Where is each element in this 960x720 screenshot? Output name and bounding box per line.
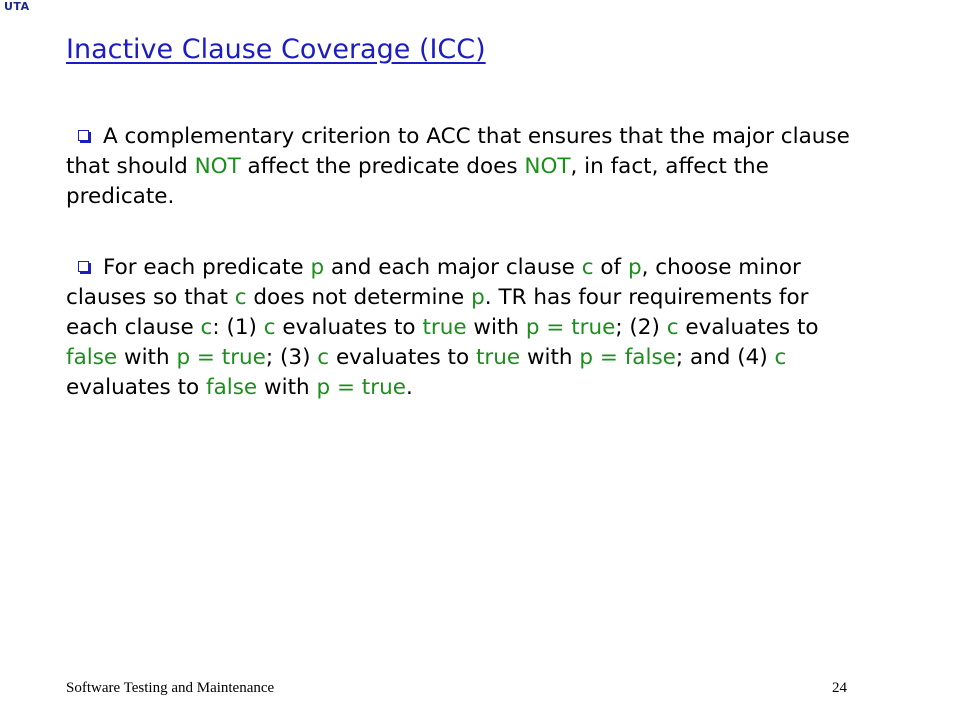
text-run: A complementary criterion to ACC that ensures that the major clause that should [66, 124, 850, 179]
highlight-text: p = false [579, 345, 676, 370]
page-number: 24 [832, 680, 847, 696]
text-run: . [405, 375, 413, 400]
text-run: evaluates to [678, 315, 819, 340]
text-run: with [257, 375, 317, 400]
highlight-text: NOT [524, 154, 571, 179]
text-run: ; (3) [265, 345, 318, 370]
highlight-text: false [206, 375, 258, 400]
highlight-text: c [263, 315, 276, 340]
text-run: , in fact, affect the predicate. [66, 154, 769, 209]
slide-title: Inactive Clause Coverage (ICC) [66, 34, 486, 65]
text-run: with [117, 345, 177, 370]
highlight-text: c [581, 255, 594, 280]
highlight-text: p [627, 255, 642, 280]
highlight-text: c [666, 315, 679, 340]
highlight-text: p = true [176, 345, 266, 370]
text-run: and each major clause [324, 255, 582, 280]
text-run: with [520, 345, 580, 370]
uta-logo: UTA [4, 0, 30, 13]
text-run: , choose minor clauses so that [66, 255, 801, 310]
highlight-text: p [471, 285, 485, 310]
text-run: . TR has four requirements for each clause [66, 285, 809, 340]
text-run: ; and (4) [675, 345, 775, 370]
highlight-text: true [475, 345, 521, 370]
square-bullet-icon [78, 130, 89, 141]
bullet-paragraph-1 [66, 122, 866, 212]
text-run: ; (2) [615, 315, 667, 340]
square-bullet-icon [78, 261, 89, 272]
text-run: with [466, 315, 526, 340]
bullet-paragraph-2 [66, 253, 866, 403]
highlight-text: NOT [194, 154, 241, 179]
highlight-text: true [422, 315, 467, 340]
highlight-text: c [774, 345, 787, 370]
text-run: evaluates to [329, 345, 476, 370]
text-run: does not determine [246, 285, 472, 310]
text-run: evaluates to [275, 315, 423, 340]
highlight-text: false [66, 345, 118, 370]
highlight-text: c [234, 285, 247, 310]
text-run: : (1) [212, 315, 264, 340]
text-run: evaluates to [66, 375, 207, 400]
text-run: of [593, 255, 628, 280]
footer-course-title: Software Testing and Maintenance [66, 680, 275, 696]
text-run: affect the predicate does [240, 154, 525, 179]
highlight-text: p [310, 255, 325, 280]
highlight-text: c [200, 315, 213, 340]
highlight-text: p = true [316, 375, 406, 400]
text-run: For each predicate [103, 255, 311, 280]
highlight-text: c [317, 345, 330, 370]
highlight-text: p = true [525, 315, 616, 340]
